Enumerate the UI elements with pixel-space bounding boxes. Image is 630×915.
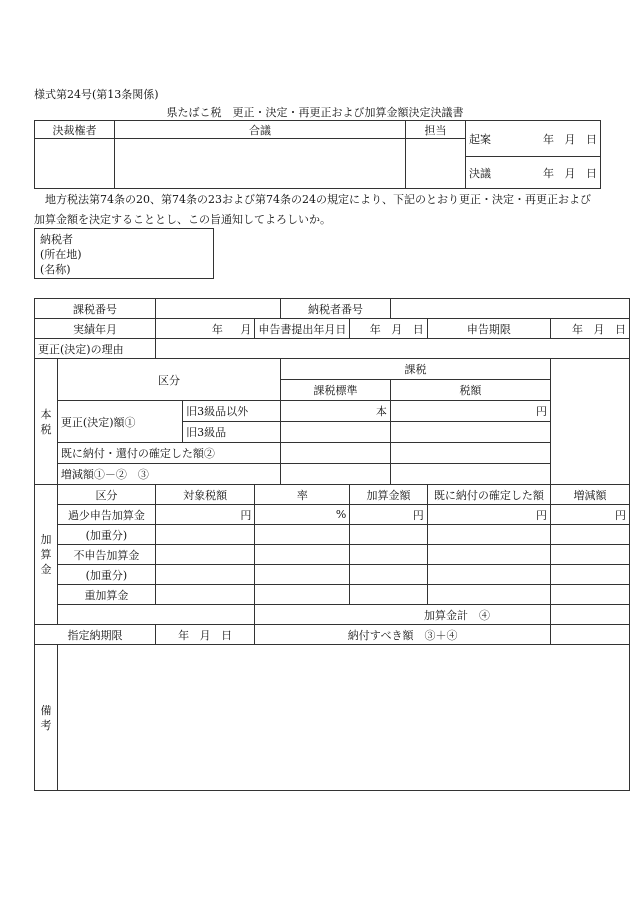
filing-deadline-field[interactable]: 年 月 日: [550, 319, 629, 339]
row4-target-field[interactable]: [155, 545, 254, 565]
honzei-label: 本 税: [35, 359, 58, 485]
class3-label: 旧3級品: [183, 422, 281, 443]
under-report-rate-field[interactable]: %: [255, 505, 350, 525]
add-amount-header: 加算金額: [350, 485, 427, 505]
page-title: 県たばこ税 更正・決定・再更正および加算金額決定決議書: [166, 106, 464, 119]
filing-date-label: 申告書提出年月日: [255, 319, 350, 339]
row5-delta-field[interactable]: [550, 565, 629, 585]
remarks-label: 備 考: [35, 645, 58, 791]
row3-target-field[interactable]: [155, 525, 254, 545]
consultation-label: 合議: [115, 121, 406, 139]
intro-text: 地方税法第74条の20、第74条の23および第74条の24の規定により、下記のとおり更正・決定・再更正および加算金額を決定することとし、この旨通知してよろしいか。: [34, 193, 591, 226]
row5-target-field[interactable]: [155, 565, 254, 585]
in-charge-seal-area[interactable]: [406, 139, 466, 189]
corrected-amount-label: 更正(決定)額①: [57, 401, 182, 443]
row4-paid-field[interactable]: [427, 545, 550, 565]
reason-label: 更正(決定)の理由: [35, 339, 156, 359]
tax-base-header: 課税標準: [281, 380, 391, 401]
row3-amount-field[interactable]: [350, 525, 427, 545]
kasan-category-header: 区分: [57, 485, 155, 505]
not-class3-base-field[interactable]: 本: [281, 401, 391, 422]
payable-field[interactable]: [550, 625, 629, 645]
change-amount-base-field[interactable]: [281, 464, 391, 485]
row5-rate-field[interactable]: [255, 565, 350, 585]
reason-field[interactable]: [155, 339, 629, 359]
non-report-label: 不申告加算金: [57, 545, 155, 565]
main-table: [34, 298, 630, 791]
tax-id-field[interactable]: [155, 299, 280, 319]
delta-header: 増減額: [550, 485, 629, 505]
in-charge-label: 担当: [406, 121, 466, 139]
taxation-header: 課税: [281, 359, 551, 380]
already-paid-header: 既に納付の確定した額: [427, 485, 550, 505]
tax-id-label: 課税番号: [35, 299, 156, 319]
remarks-field[interactable]: [57, 645, 629, 791]
row4-amount-field[interactable]: [350, 545, 427, 565]
taxpayer-number-field[interactable]: [390, 299, 629, 319]
filing-date-field[interactable]: 年 月 日: [350, 319, 427, 339]
under-report-aggravated-label: (加重分): [57, 525, 155, 545]
row4-rate-field[interactable]: [255, 545, 350, 565]
under-report-target-field[interactable]: 円: [155, 505, 254, 525]
form-number: 様式第24号(第13条関係): [34, 88, 159, 101]
filing-deadline-label: 申告期限: [427, 319, 550, 339]
due-date-field[interactable]: 年 月 日: [155, 625, 254, 645]
row3-delta-field[interactable]: [550, 525, 629, 545]
row6-target-field[interactable]: [155, 585, 254, 605]
class3-base-field[interactable]: [281, 422, 391, 443]
not-class3-tax-field[interactable]: 円: [390, 401, 550, 422]
result-ym-field[interactable]: 年 月: [155, 319, 254, 339]
approval-table: [34, 120, 601, 189]
under-report-delta-field[interactable]: 円: [550, 505, 629, 525]
row6-paid-field[interactable]: [427, 585, 550, 605]
result-ym-label: 実績年月: [35, 319, 156, 339]
already-confirmed-label: 既に納付・還付の確定した額②: [57, 443, 280, 464]
consultation-seal-area[interactable]: [115, 139, 406, 189]
total-field[interactable]: [550, 605, 629, 625]
total-blank-left: [57, 605, 254, 625]
due-date-label: 指定納期限: [35, 625, 156, 645]
change-amount-label: 増減額①－② ③: [57, 464, 280, 485]
taxpayer-label: 納税者: [40, 233, 73, 246]
authority-label: 決裁権者: [35, 121, 115, 139]
heavy-label: 重加算金: [57, 585, 155, 605]
row6-delta-field[interactable]: [550, 585, 629, 605]
under-report-amount-field[interactable]: 円: [350, 505, 427, 525]
total-label: 加算金計 ④: [255, 605, 551, 625]
target-tax-header: 対象税額: [155, 485, 254, 505]
taxpayer-box[interactable]: [34, 228, 214, 279]
taxpayer-location: (所在地): [40, 248, 82, 261]
kasankin-label: 加 算 金: [35, 485, 58, 625]
under-report-label: 過少申告加算金: [57, 505, 155, 525]
already-confirmed-base-field[interactable]: [281, 443, 391, 464]
payable-label: 納付すべき額 ③＋④: [255, 625, 551, 645]
tax-amount-header: 税額: [390, 380, 550, 401]
drafted-date: 起案 年 月 日: [466, 121, 601, 157]
not-class3-label: 旧3級品以外: [183, 401, 281, 422]
row6-rate-field[interactable]: [255, 585, 350, 605]
authority-seal-area[interactable]: [35, 139, 115, 189]
row3-rate-field[interactable]: [255, 525, 350, 545]
taxpayer-number-label: 納税者番号: [281, 299, 391, 319]
non-report-aggravated-label: (加重分): [57, 565, 155, 585]
already-confirmed-tax-field[interactable]: [390, 443, 550, 464]
taxpayer-name: (名称): [40, 263, 71, 276]
honzei-category-header: 区分: [57, 359, 280, 401]
change-amount-tax-field[interactable]: [390, 464, 550, 485]
decided-date: 決議 年 月 日: [466, 157, 601, 189]
row4-delta-field[interactable]: [550, 545, 629, 565]
row3-paid-field[interactable]: [427, 525, 550, 545]
under-report-paid-field[interactable]: 円: [427, 505, 550, 525]
row6-amount-field[interactable]: [350, 585, 427, 605]
row5-paid-field[interactable]: [427, 565, 550, 585]
class3-tax-field[interactable]: [390, 422, 550, 443]
row5-amount-field[interactable]: [350, 565, 427, 585]
rate-header: 率: [255, 485, 350, 505]
honzei-blank-area: [550, 359, 629, 485]
